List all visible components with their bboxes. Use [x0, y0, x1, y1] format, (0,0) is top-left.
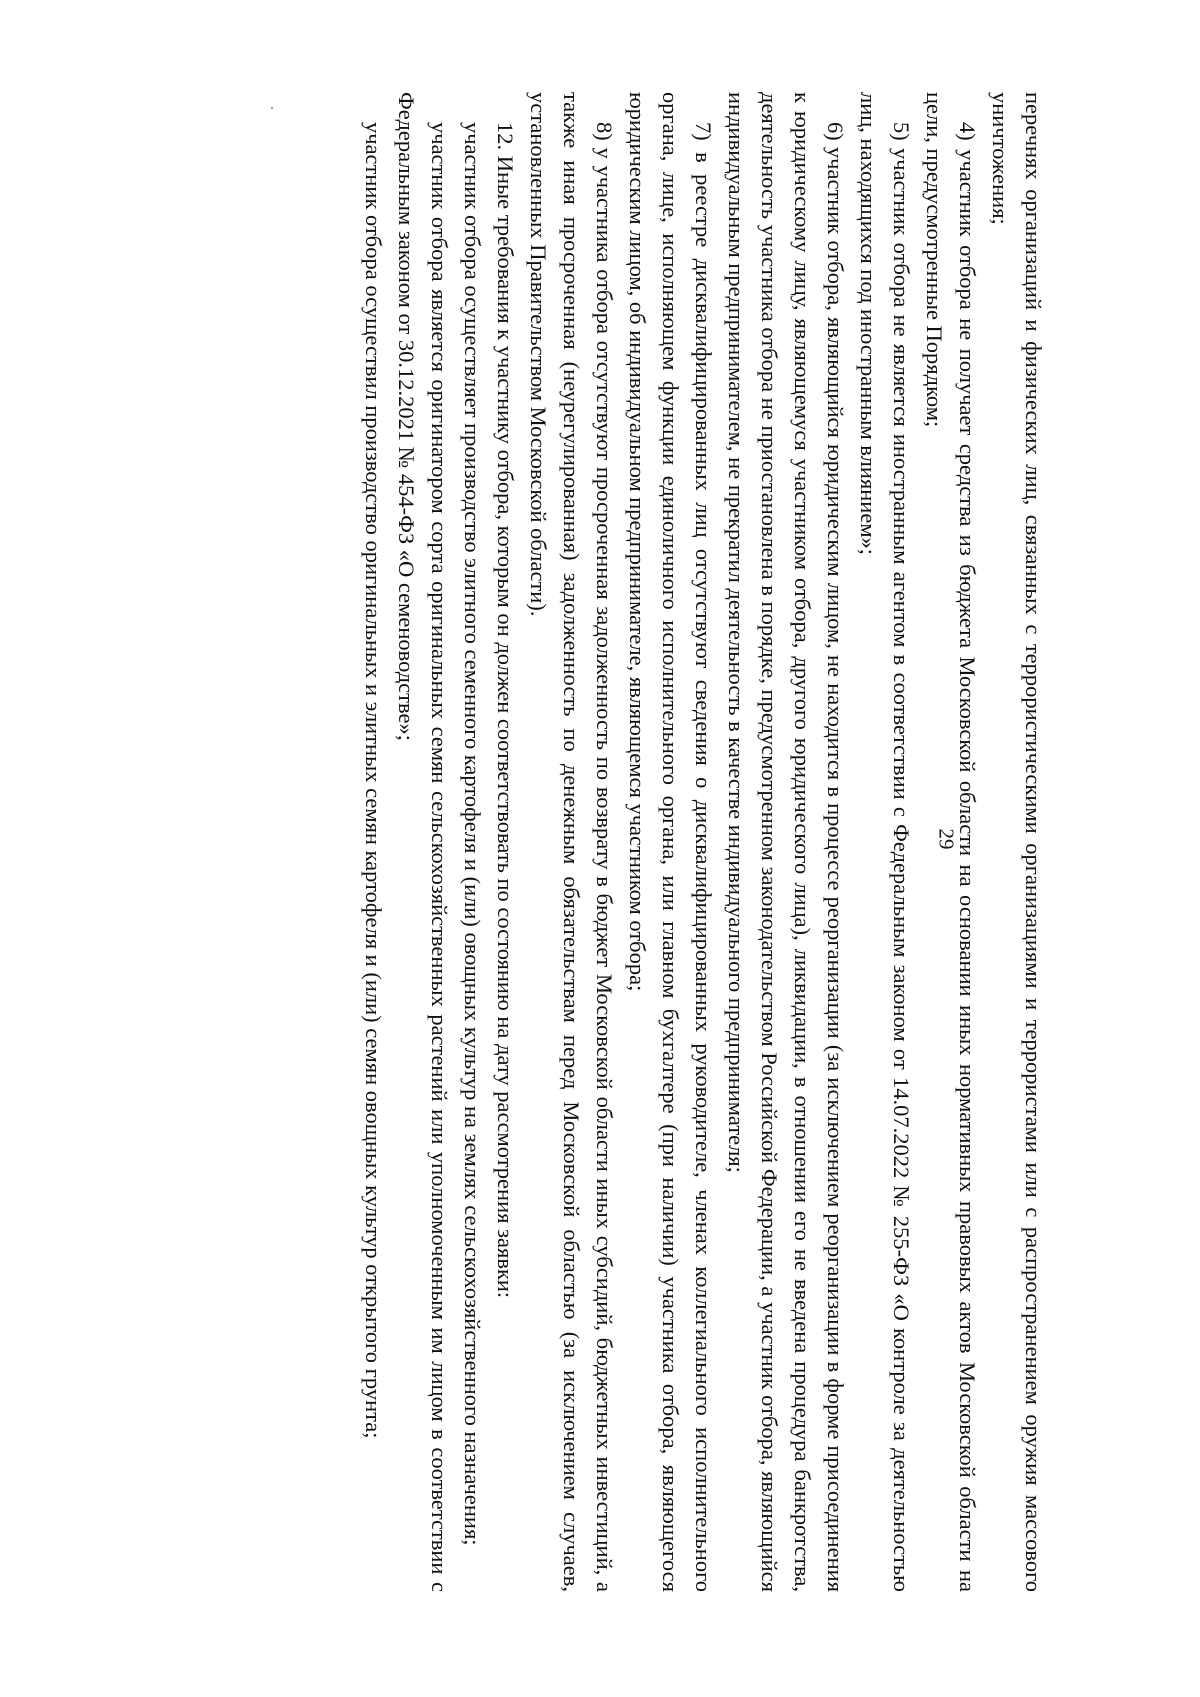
paragraph-item-8: 8) у участника отбора отсутствуют просроченная задолженность по возврату в бюджет Московской области иных субсидий, бюджетных инвестиций, а также иная просроченная (неурегулированная) задолженность по денежным обязательствам перед Московской областью (за исключением случаев, установленных Правительством Московской области).	[526, 92, 617, 1592]
paragraph-item-5: 5) участник отбора не является иностранным агентом в соответствии с Федеральным законом от 14.07.2022 № 255-ФЗ «О контроле за деятельностью лиц, находящихся под иностранным влиянием»;	[856, 92, 914, 1592]
paragraph-item-7: 7) в реестре дисквалифицированных лиц отсутствуют сведения о дисквалифицированных руководителе, членах коллегиального исполнительного органа, лице, исполняющем функции единоличного исполнительного органа, или главном бухгалтере (при наличии) участника отбора, являющегося юридическим лицом, об индивидуальном предпринимателе, являющемся участником отбора;	[625, 92, 716, 1592]
paragraph-item-6: 6) участник отбора, являющийся юридическим лицом, не находится в процессе реорганизации (за исключением реорганизации в форме присоединения к юридическому лицу, являющемуся участником отбора, другого юридического лица), ликвидации, в отношении его не введена процедура банкротства, деятельность участника отбора не приостановлена в порядке, предусмотренном законодательством Российской Федерации, а участник отбора, являющийся индивидуальным предпринимателем, не прекратил деятельность в качестве индивидуального предпринимателя;	[724, 92, 848, 1592]
document-body	[150, 92, 1050, 1592]
page-number: 29	[934, 828, 959, 850]
paragraph-requirement-originator: участник отбора является оригинатором сорта оригинальных семян сельскохозяйственных растений или уполномоченным им лицом в соответствии с Федеральным законом от 30.12.2021 № 454-ФЗ «О семеноводстве»;	[394, 92, 452, 1592]
paragraph-requirement-production: участник отбора осуществляет производство элитного семенного картофеля и (или) овощных культур на землях сельскохозяйственного назначения;	[460, 122, 485, 1546]
paragraph-continuation: перечнях организаций и физических лиц, связанных с террористическими организациями и террористами или с распространением оружия массового уничтожения;	[988, 92, 1046, 1592]
rotated-text-block	[150, 92, 1050, 1592]
paragraph-item-4: 4) участник отбора не получает средства из бюджета Московской области на основании иных нормативных правовых актов Московской области на цели, предусмотренные Порядком;	[922, 92, 980, 1592]
paragraph-section-12: 12. Иные требования к участнику отбора, которым он должен соответствовать по состоянию на дату рассмотрения заявки:	[493, 122, 518, 1299]
paragraph-requirement-seeds: участник отбора осуществил производство оригинальных и элитных семян картофеля и (или) семян овощных культур открытого грунта;	[361, 122, 386, 1439]
